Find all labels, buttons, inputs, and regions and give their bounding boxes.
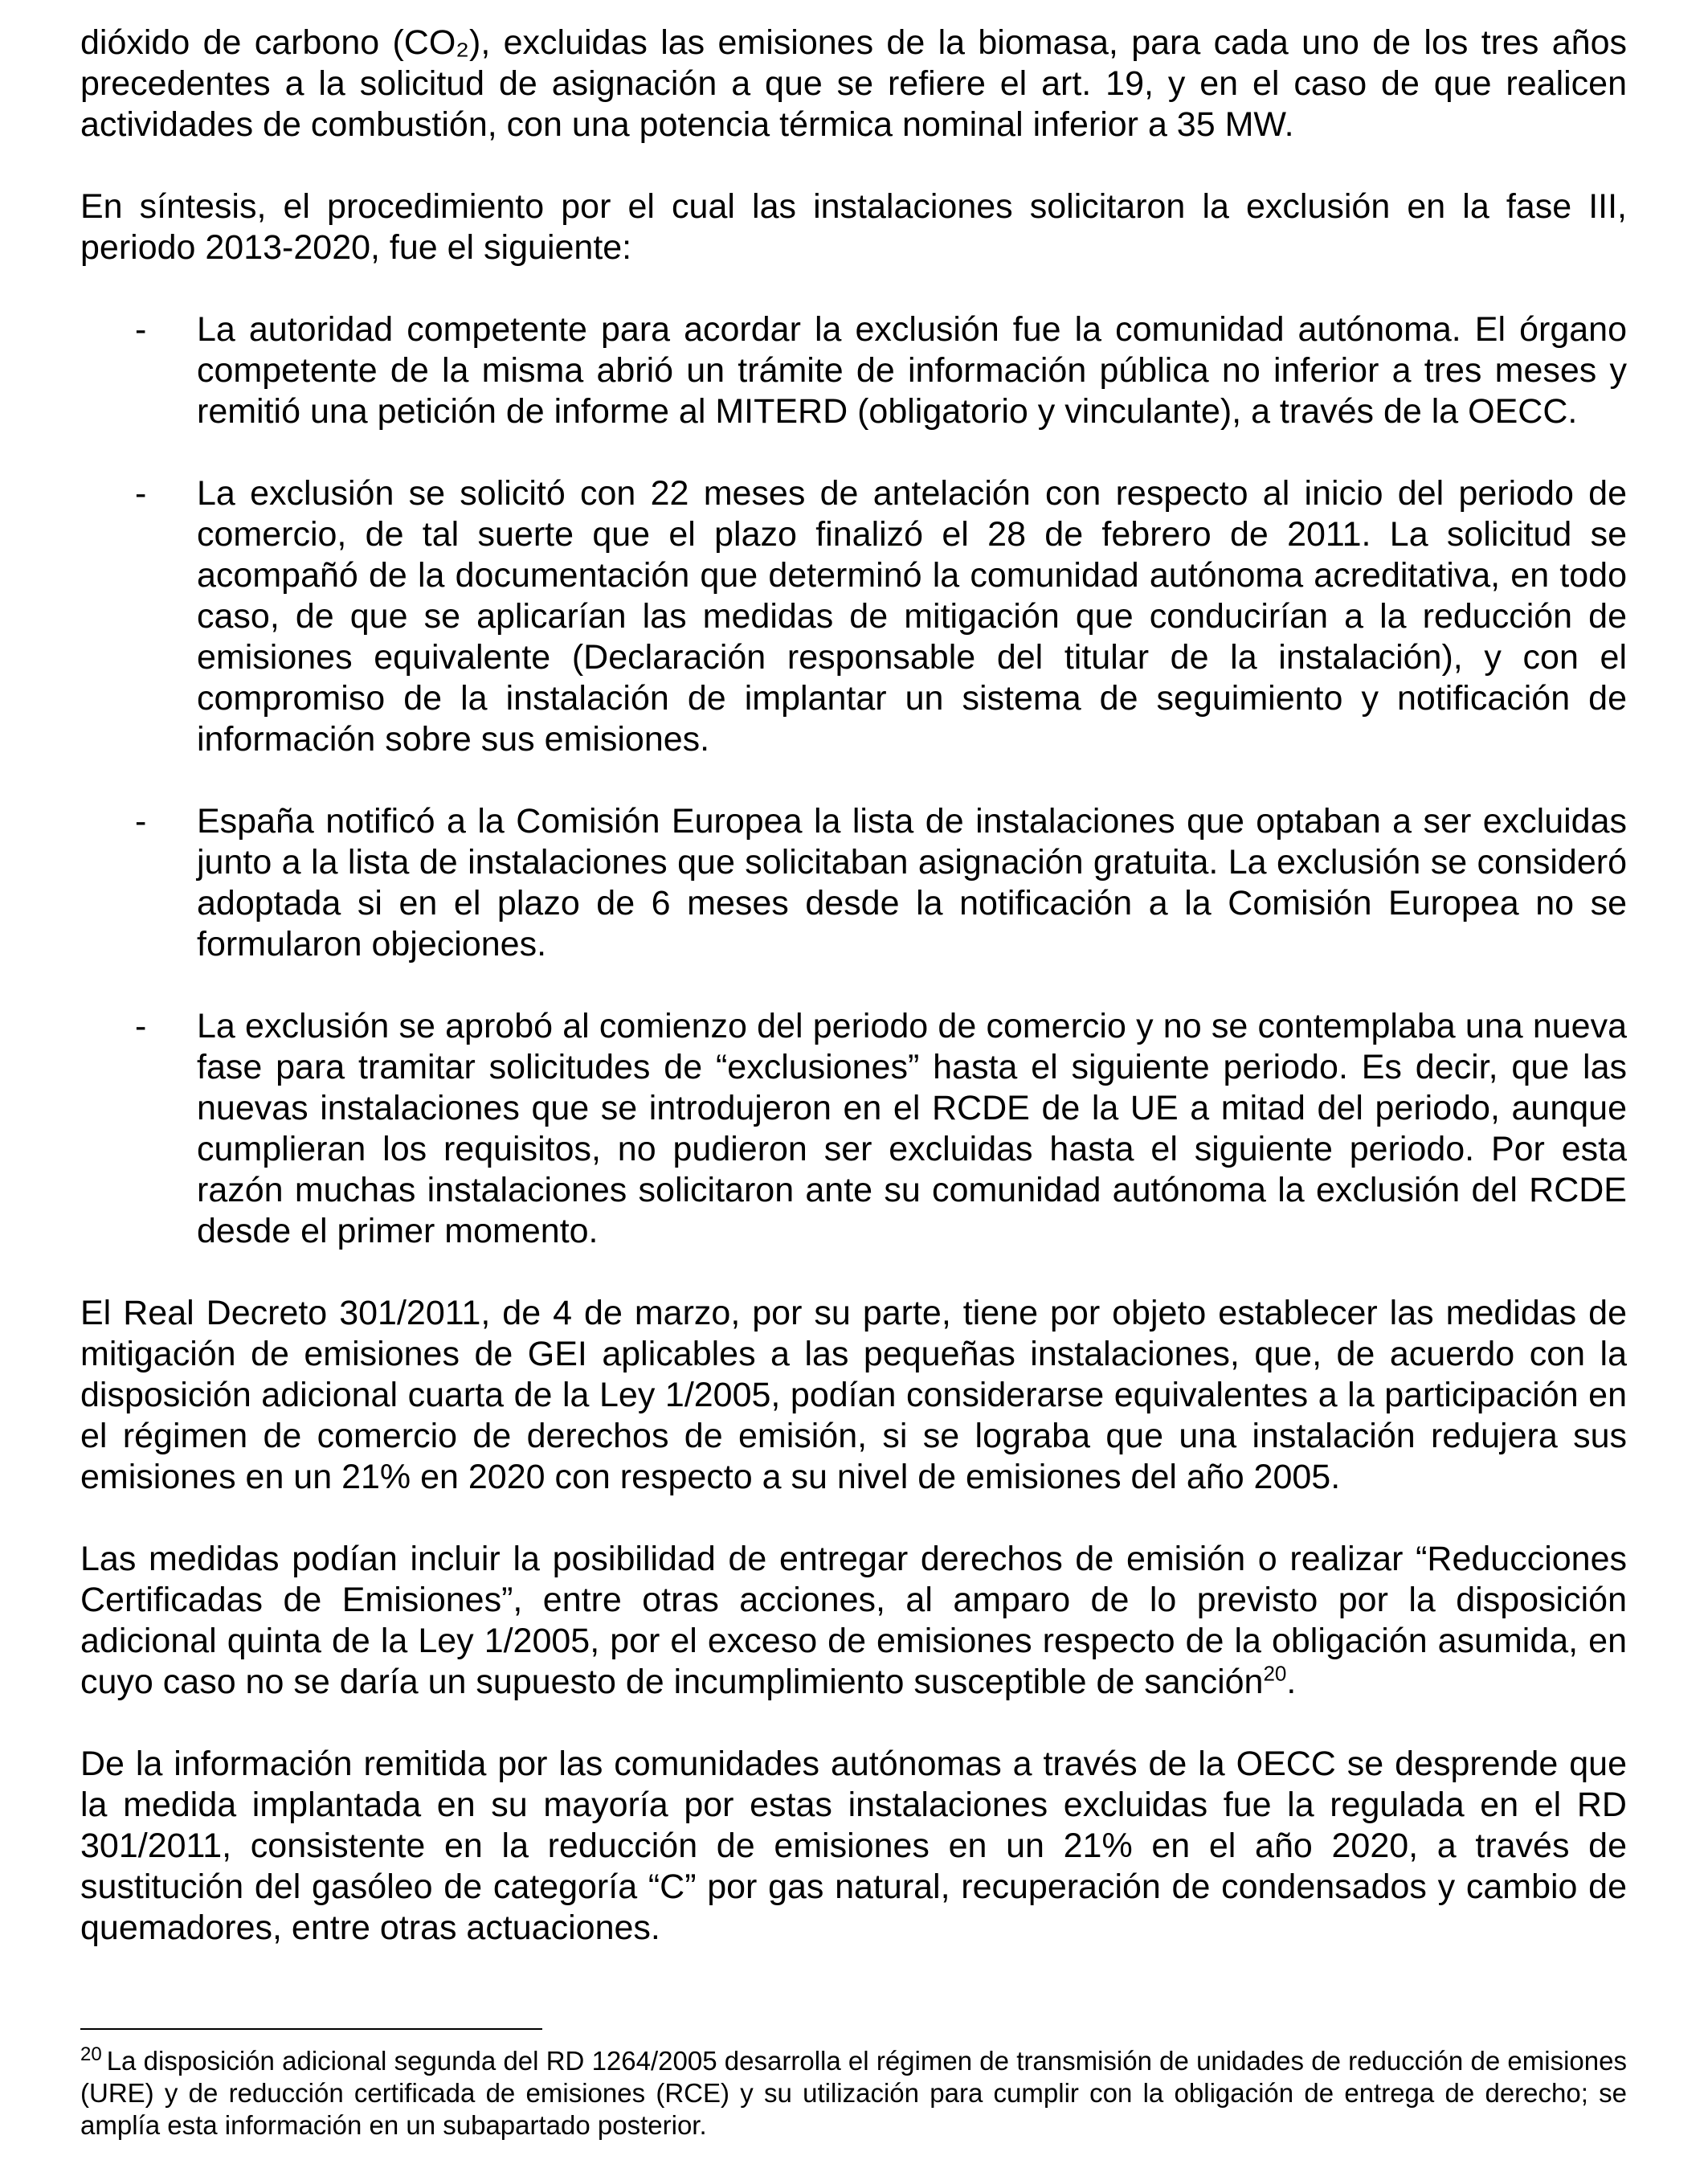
paragraph-procedure-intro: En síntesis, el procedimiento por el cual las instalaciones solicitaron la exclusión en la fase III, periodo 2013-2020, fue el siguiente: — [80, 187, 1627, 267]
footnote-reference[interactable]: 20 — [1263, 1661, 1287, 1686]
list-item — [80, 1006, 1627, 1252]
procedure-list — [80, 309, 1627, 1252]
list-item-text: España notificó a la Comisión Europea la lista de instalaciones que optaban a ser excluidas junto a la lista de instalaciones que solicitaban asignación gratuita. La exclusión se consideró adoptada si en el plazo de 6 meses desde la notificación a la Comisión Europea no se formularon objeciones. — [197, 802, 1627, 963]
list-item — [80, 309, 1627, 432]
footnote — [80, 2045, 1627, 2142]
list-dash: - — [135, 310, 147, 349]
list-item-text: La exclusión se aprobó al comienzo del periodo de comercio y no se contemplaba una nueva fase para tramitar solicitudes de “exclusiones” hasta el siguiente periodo. Es decir, que las nuevas instalaciones que se introdujeron en el RCDE de la UE a mitad del periodo, aunque cumplieran los requisitos, no pudieron ser excluidas hasta el siguiente periodo. Por esta razón muchas instalaciones solicitaron ante su comunidad autónoma la exclusión del RCDE desde el primer momento. — [197, 1007, 1627, 1250]
list-item — [80, 801, 1627, 965]
paragraph-co2-criteria: dióxido de carbono (CO₂), excluidas las emisiones de la biomasa, para cada uno de los tres años precedentes a la solicitud de asignación a que se refiere el art. 19, y en el caso de que realicen actividades de combustión, con una potencia térmica nominal inferior a 35 MW. — [80, 23, 1627, 144]
paragraph-rd-301-2011: El Real Decreto 301/2011, de 4 de marzo, por su parte, tiene por objeto establecer las medidas de mitigación de emisiones de GEI aplicables a las pequeñas instalaciones, que, de acuerdo con la disposición adicional cuarta de la Ley 1/2005, podían considerarse equivalentes a la participación en el régimen de comercio de derechos de emisión, si se lograba que una instalación redujera sus emisiones en un 21% en 2020 con respecto a su nivel de emisiones del año 2005. — [80, 1294, 1627, 1496]
document-body — [80, 22, 1627, 1990]
paragraph-mitigation-measures — [80, 1539, 1627, 1703]
list-dash: - — [135, 802, 147, 841]
list-dash: - — [135, 1007, 147, 1045]
paragraph-oecc-information: De la información remitida por las comunidades autónomas a través de la OECC se desprende que la medida implantada en su mayoría por estas instalaciones excluidas fue la regulada en el RD 301/2011, consistente en la reducción de emisiones en un 21% en el año 2020, a través de sustitución del gasóleo de categoría “C” por gas natural, recuperación de condensados y cambio de quemadores, entre otras actuaciones. — [80, 1745, 1627, 1947]
list-item — [80, 473, 1627, 760]
footnote-divider — [80, 2028, 542, 2030]
footnote-number: 20 — [80, 2043, 102, 2065]
paragraph-text: Las medidas podían incluir la posibilidad de entregar derechos de emisión o realizar “Reducciones Certificadas de Emisiones”, entre otras acciones, al amparo de lo previsto por la disposición adicional quinta de la Ley 1/2005, por el exceso de emisiones respecto de la obligación asumida, en cuyo caso no se daría un supuesto de incumplimiento susceptible de sanción — [80, 1540, 1627, 1701]
list-item-text: La exclusión se solicitó con 22 meses de antelación con respecto al inicio del periodo de comercio, de tal suerte que el plazo finalizó el 28 de febrero de 2011. La solicitud se acompañó de la documentación que determinó la comunidad autónoma acreditativa, en todo caso, de que se aplicarían las medidas de mitigación que conducirían a la reducción de emisiones equivalente (Declaración responsable del titular de la instalación), y con el compromiso de la instalación de implantar un sistema de seguimiento y notificación de información sobre sus emisiones. — [197, 474, 1627, 759]
paragraph-end: . — [1286, 1663, 1297, 1701]
list-dash: - — [135, 474, 147, 513]
footnote-text: La disposición adicional segunda del RD 1264/2005 desarrolla el régimen de transmisión de unidades de reducción de emisiones (URE) y de reducción certificada de emisiones (RCE) y su utilización para cumplir con la obligación de entrega de derecho; se amplía esta información en un subapartado posterior. — [80, 2046, 1627, 2140]
footnote-paragraph — [80, 2045, 1627, 2142]
list-item-text: La autoridad competente para acordar la exclusión fue la comunidad autónoma. El órgano competente de la misma abrió un trámite de información pública no inferior a tres meses y remitió una petición de informe al MITERD (obligatorio y vinculante), a través de la OECC. — [197, 310, 1627, 431]
